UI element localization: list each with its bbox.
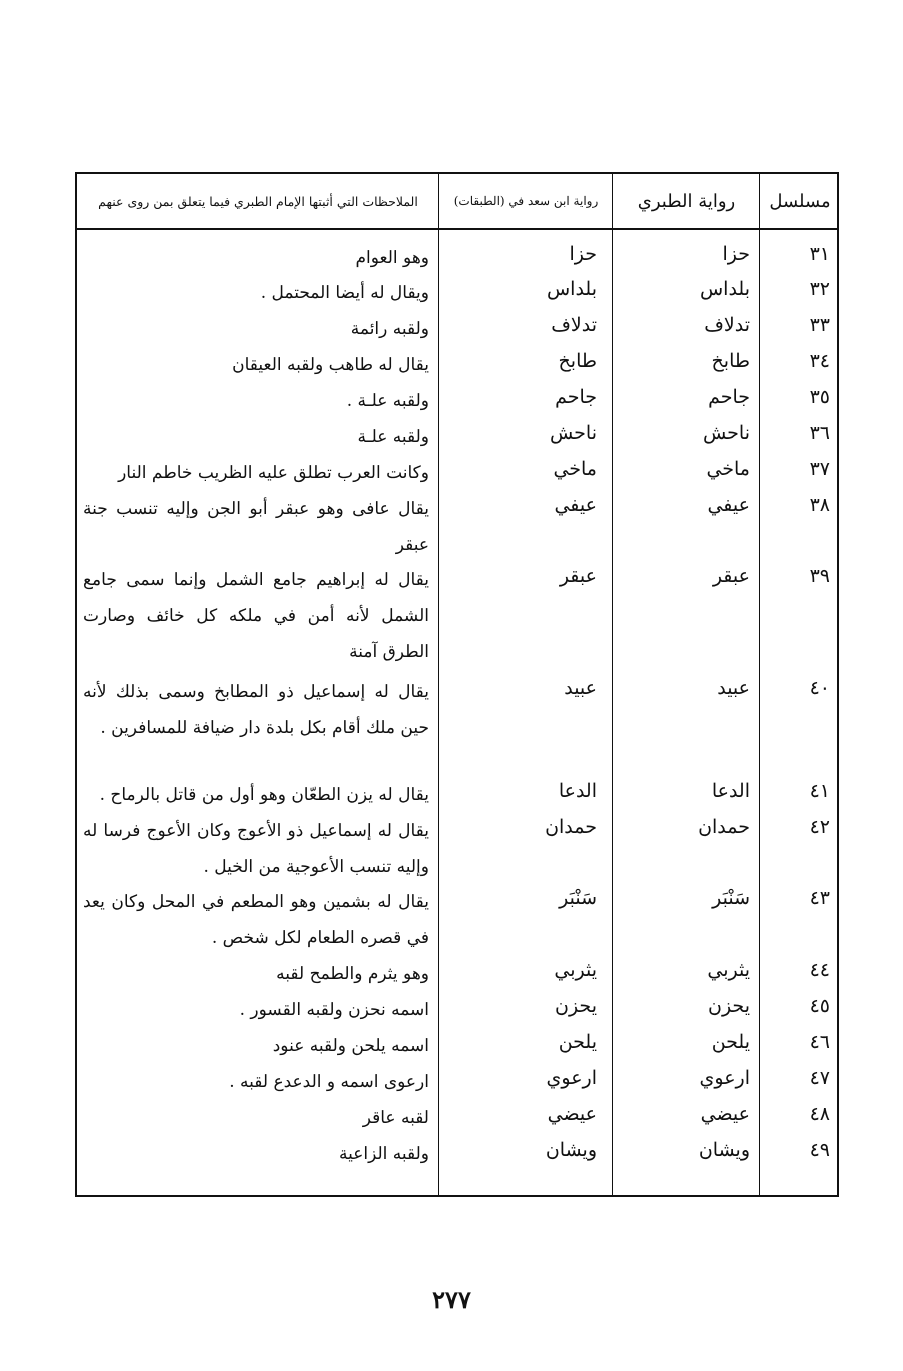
tabari-cell: عبيد: [717, 677, 750, 699]
ibn-saad-cell: طابخ: [558, 350, 597, 372]
ibn-saad-cell: يحزن: [555, 995, 597, 1017]
tabari-cell: تدلاف: [704, 314, 750, 336]
tabari-cell: ويشان: [698, 1139, 750, 1161]
serial-cell: ٤١: [809, 780, 830, 802]
tabari-cell: يثربي: [707, 959, 750, 981]
serial-cell: ٤٨: [809, 1103, 830, 1125]
notes-cell: وكانت العرب تطلق عليه الظريب خاطم النار: [118, 463, 429, 483]
notes-cell: ولقبه علـة: [357, 427, 429, 447]
notes-cell: وهو العوام: [355, 248, 429, 268]
serial-cell: ٣٥: [809, 386, 830, 408]
tabari-cell: بلداس: [699, 278, 750, 300]
tabari-cell: يلحن: [711, 1031, 750, 1053]
tabari-cell: سَنْبَر: [712, 887, 750, 909]
ibn-saad-cell: الدعا: [558, 780, 597, 802]
page-number: ٢٧٧: [432, 1285, 471, 1314]
header-tabari: رواية الطبري: [637, 190, 736, 212]
ibn-saad-cell: ماخي: [553, 458, 597, 480]
tabari-cell: عيضي: [700, 1103, 750, 1125]
ibn-saad-cell: تدلاف: [551, 314, 597, 336]
serial-cell: ٣٣: [809, 314, 830, 336]
tabari-cell: ناحش: [702, 422, 750, 444]
notes-cell: اسمه يلحن ولقبه عنود: [272, 1036, 429, 1056]
ibn-saad-cell: بلداس: [546, 278, 597, 300]
notes-cell: يقال له يزن الطعّان وهو أول من قاتل بالرماح .: [99, 785, 429, 805]
tabari-cell: يحزن: [708, 995, 750, 1017]
serial-cell: ٤٠: [809, 677, 830, 699]
header-serial: مسلسل: [769, 190, 831, 212]
notes-cell: يقال عافى وهو عبقر أبو الجن وإليه تنسب جنة عبقر: [83, 499, 429, 555]
header-notes: الملاحظات التي أثبتها الإمام الطبري فيما يتعلق بمن روى عنهم: [98, 193, 418, 209]
ibn-saad-cell: حمدان: [545, 816, 597, 838]
ibn-saad-cell: عيفي: [554, 494, 597, 516]
notes-cell: اسمه نحزن ولقبه القسور .: [239, 1000, 429, 1020]
notes-cell: ولقبه الزاعية: [338, 1144, 429, 1164]
serial-cell: ٤٢: [809, 816, 830, 838]
notes-cell: ولقبه علـة .: [346, 391, 429, 411]
serial-cell: ٣٢: [809, 278, 830, 300]
serial-cell: ٣٦: [809, 422, 830, 444]
notes-cell: ولقبه رائمة: [350, 319, 429, 339]
serial-cell: ٣١: [809, 243, 830, 265]
tabari-cell: حزا: [722, 243, 750, 265]
tabari-cell: ارعوي: [699, 1067, 750, 1089]
serial-cell: ٤٦: [809, 1031, 830, 1053]
notes-cell: يقال له طاهب ولقبه العيقان: [232, 355, 429, 375]
tabari-cell: عيفي: [707, 494, 750, 516]
serial-cell: ٤٣: [809, 887, 830, 909]
tabari-cell: جاحم: [708, 386, 750, 408]
notes-cell: ارعوى اسمه و الدعدع لقبه .: [229, 1072, 429, 1092]
notes-cell: لقبه عاقر: [362, 1108, 429, 1128]
tabari-cell: حمدان: [698, 816, 750, 838]
notes-cell: يقال له بشمين وهو المطعم في المحل وكان يعد في قصره الطعام لكل شخص .: [83, 892, 429, 948]
notes-cell: يقال له إسماعيل ذو الأعوج وكان الأعوج فرسا له وإليه تنسب الأعوجية من الخيل .: [83, 821, 429, 877]
tabari-cell: عبقر: [712, 565, 750, 587]
notes-cell: يقال له إبراهيم جامع الشمل وإنما سمى جامع الشمل لأنه أمن في ملكه كل خائف وصارت الطرق آمنة: [83, 570, 429, 662]
header-ibn-saad: رواية ابن سعد في (الطبقات): [453, 194, 599, 208]
serial-cell: ٣٤: [809, 350, 830, 372]
comparison-table: [75, 172, 839, 1197]
notes-cell: ويقال له أيضا المحتمل .: [260, 283, 429, 303]
ibn-saad-cell: عيضي: [547, 1103, 597, 1125]
serial-cell: ٤٩: [809, 1139, 830, 1161]
ibn-saad-cell: ناحش: [549, 422, 597, 444]
notes-cell: يقال له إسماعيل ذو المطابخ وسمى بذلك لأنه حين ملك أقام بكل بلدة دار ضيافة للمسافرين .: [83, 682, 429, 738]
ibn-saad-cell: ارعوي: [546, 1067, 597, 1089]
notes-cell: وهو يثرم والطمح لقبه: [276, 964, 429, 984]
serial-cell: ٤٥: [809, 995, 830, 1017]
ibn-saad-cell: سَنْبَر: [559, 887, 597, 909]
ibn-saad-cell: يثربي: [554, 959, 597, 981]
tabari-cell: ماخي: [706, 458, 750, 480]
serial-cell: ٣٨: [809, 494, 830, 516]
ibn-saad-cell: يلحن: [558, 1031, 597, 1053]
ibn-saad-cell: ويشان: [545, 1139, 597, 1161]
tabari-cell: الدعا: [711, 780, 750, 802]
table-body: [77, 174, 837, 1195]
serial-cell: ٤٧: [809, 1067, 830, 1089]
ibn-saad-cell: جاحم: [555, 386, 597, 408]
serial-cell: ٣٧: [809, 458, 830, 480]
ibn-saad-cell: عبيد: [564, 677, 597, 699]
ibn-saad-cell: حزا: [569, 243, 597, 265]
ibn-saad-cell: عبقر: [559, 565, 597, 587]
tabari-cell: طابخ: [711, 350, 750, 372]
serial-cell: ٣٩: [809, 565, 830, 587]
serial-cell: ٤٤: [809, 959, 830, 981]
